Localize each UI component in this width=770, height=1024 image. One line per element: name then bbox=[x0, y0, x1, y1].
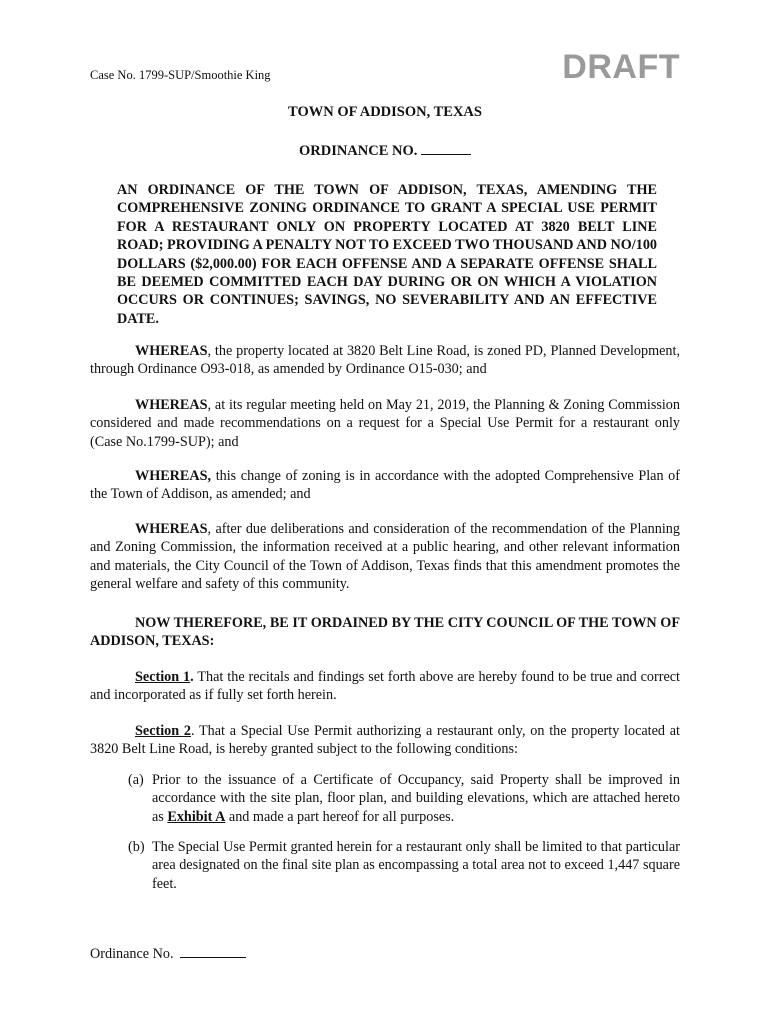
condition-text: The Special Use Permit granted herein for a restaurant only shall be limited to that particular area designated on the final site plan as encompassing a total area not to exceed 1,447 square feet. bbox=[152, 839, 680, 892]
whereas-text: , the property located at 3820 Belt Line Road, is zoned PD, Planned Development, through Ordinance O93-018, as amended by Ordinance O15-030; and bbox=[90, 343, 680, 378]
whereas-lead: WHEREAS bbox=[135, 343, 208, 359]
section-1-punct: . bbox=[190, 669, 194, 685]
section-2-label: Section 2 bbox=[135, 723, 191, 739]
whereas-paragraph-4 bbox=[90, 520, 680, 594]
whereas-paragraph-2 bbox=[90, 396, 680, 451]
case-number: Case No. 1799-SUP/Smoothie King bbox=[90, 68, 271, 82]
ordinance-caption: AN ORDINANCE OF THE TOWN OF ADDISON, TEXAS, AMENDING THE COMPREHENSIVE ZONING ORDINANCE TO GRANT A SPECIAL USE PERMIT FOR A RESTAURANT ONLY ON PROPERTY LOCATED AT 3820 BELT LINE ROAD; PROVIDING A PENALTY NOT TO EXCEED TWO THOUSAND AND NO/100 DOLLARS ($2,000.00) FOR EACH OFFENSE AND A SEPARATE OFFENSE SHALL BE DEEMED COMMITTED EACH DAY DURING OR ON WHICH A VIOLATION OCCURS OR CONTINUES; SAVINGS, NO SEVERABILITY AND AN EFFECTIVE DATE. bbox=[117, 182, 658, 327]
condition-text: Prior to the issuance of a Certificate of Occupancy, said Property shall be improved in accordance with the site plan, floor plan, and building elevations, which are attached hereto as bbox=[152, 772, 680, 825]
condition-b bbox=[128, 838, 680, 893]
footer-ordinance-number bbox=[90, 945, 246, 963]
exhibit-a-reference: Exhibit A bbox=[167, 808, 226, 825]
whereas-lead: WHEREAS bbox=[135, 397, 208, 413]
section-1-text: That the recitals and findings set forth above are hereby found to be true and correct and incorporated as if fully set forth herein. bbox=[90, 669, 680, 704]
whereas-text: , at its regular meeting held on May 21, 2019, the Planning & Zoning Commission considered and made recommendations on a request for a Special Use Permit for a restaurant only (Case No.1799-SUP); and bbox=[90, 397, 680, 450]
whereas-lead: WHEREAS bbox=[135, 521, 208, 537]
whereas-paragraph-3 bbox=[90, 467, 680, 504]
section-2-text: That a Special Use Permit authorizing a restaurant only, on the property located at 3820 Belt Line Road, is hereby granted subject to the following conditions: bbox=[90, 723, 680, 758]
section-1-label: Section 1 bbox=[135, 669, 191, 685]
whereas-lead: WHEREAS, bbox=[135, 468, 212, 484]
ordinance-number-label: ORDINANCE NO. bbox=[298, 143, 418, 159]
whereas-paragraph-1 bbox=[90, 342, 680, 379]
condition-a bbox=[128, 771, 680, 826]
ordinance-number-heading bbox=[0, 142, 770, 160]
condition-label: (b) bbox=[128, 839, 145, 855]
whereas-text: , after due deliberations and consideration of the recommendation of the Planning and Zoning Commission, the information received at a public hearing, and other relevant information and materials, the City Council of the Town of Addison, Texas finds that this amendment promotes the general welfare and safety of this community. bbox=[90, 521, 680, 593]
condition-text-end: and made a part hereof for all purposes. bbox=[225, 808, 455, 825]
ordinance-number-blank bbox=[421, 142, 471, 155]
ordained-text: NOW THEREFORE, BE IT ORDAINED BY THE CITY COUNCIL OF THE TOWN OF ADDISON, TEXAS: bbox=[90, 615, 680, 650]
draft-watermark: DRAFT bbox=[562, 48, 680, 86]
ordained-clause bbox=[90, 614, 680, 651]
footer-ordinance-blank bbox=[180, 945, 246, 958]
section-1-paragraph bbox=[90, 668, 680, 705]
whereas-text: this change of zoning is in accordance with the adopted Comprehensive Plan of the Town of Addison, as amended; and bbox=[90, 468, 680, 503]
section-2-paragraph bbox=[90, 722, 680, 759]
section-2-punct: . bbox=[190, 723, 195, 739]
condition-label: (a) bbox=[128, 772, 144, 788]
town-title: TOWN OF ADDISON, TEXAS bbox=[288, 104, 482, 120]
footer-ordinance-label: Ordinance No. bbox=[90, 946, 174, 962]
